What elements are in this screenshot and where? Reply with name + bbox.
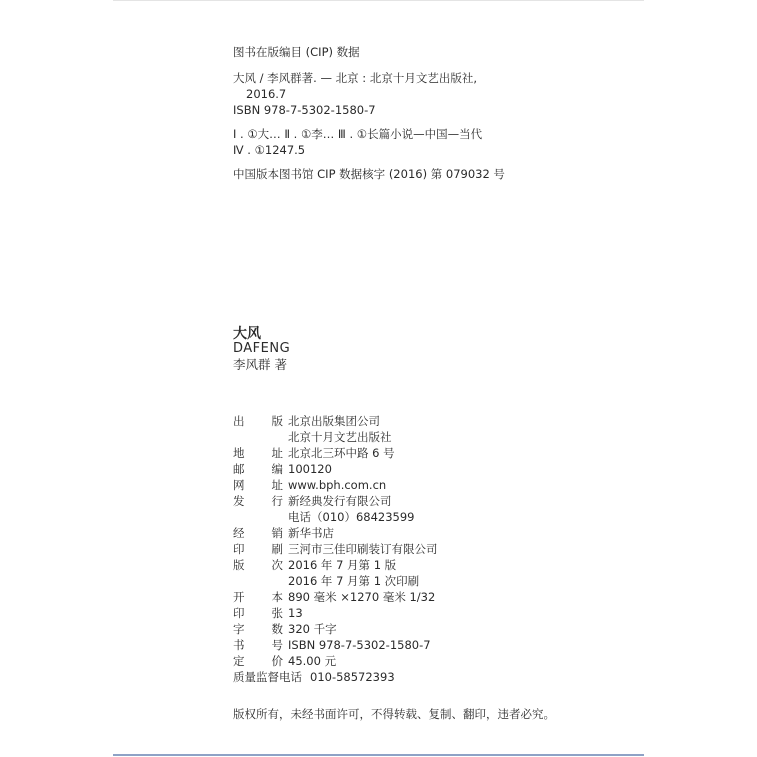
pub-value: 13 [288,606,303,620]
book-title-pinyin: DAFENG [233,341,291,356]
pub-row [233,493,533,509]
pub-value: 45.00 元 [288,654,337,668]
pub-label: 出 版 [233,414,283,428]
cip-line-classification: Ⅰ . ①大… Ⅱ . ①李… Ⅲ . ①长篇小说—中国—当代 [233,127,483,141]
pub-value: 三河市三佳印刷装订有限公司 [288,542,438,556]
pub-row [233,445,533,461]
pub-label: 网 址 [233,478,283,492]
pub-label: 开 本 [233,590,283,604]
pub-value: 电话（010）68423599 [288,510,415,524]
quality-hotline-row [233,669,533,685]
pub-value: 890 毫米 ×1270 毫米 1/32 [288,590,436,604]
pub-row [233,429,533,445]
pub-row [233,509,533,525]
pub-row [233,461,533,477]
pub-value: 2016 年 7 月第 1 次印刷 [288,574,420,588]
pub-label: 书 号 [233,638,283,652]
pub-label: 地 址 [233,446,283,460]
pub-row [233,621,533,637]
pub-label: 版 次 [233,558,283,572]
pub-row [233,605,533,621]
pub-row [233,477,533,493]
bottom-divider [113,754,644,756]
pub-row [233,573,533,589]
pub-value: 北京出版集团公司 [288,414,380,428]
pub-label: 印 张 [233,606,283,620]
pub-row [233,589,533,605]
cip-line-record: 中国版本图书馆 CIP 数据核字 (2016) 第 079032 号 [233,167,505,181]
quality-hotline-value: 010-58572393 [310,670,395,684]
cip-header: 图书在版编目 (CIP) 数据 [233,45,360,59]
book-title: 大风 [233,326,261,342]
pub-label: 邮 编 [233,462,283,476]
pub-value: 2016 年 7 月第 1 版 [288,558,397,572]
pub-label: 定 价 [233,654,283,668]
pub-label: 发 行 [233,494,283,508]
pub-row [233,413,533,429]
cip-line-2: 2016.7 [246,87,287,101]
book-author: 李风群 著 [233,357,287,372]
cip-line-1: 大风 / 李风群著. — 北京 : 北京十月文艺出版社, [233,71,477,85]
cip-line-isbn: ISBN 978-7-5302-1580-7 [233,103,376,117]
publication-details [233,413,533,685]
pub-value: 新华书店 [288,526,334,540]
pub-value: www.bph.com.cn [288,478,387,492]
pub-row [233,653,533,669]
pub-value: 320 千字 [288,622,337,636]
pub-value: 100120 [288,462,332,476]
pub-value: 新经典发行有限公司 [288,494,392,508]
pub-label: 经 销 [233,526,283,540]
cip-line-class-number: Ⅳ . ①1247.5 [233,143,306,157]
pub-row [233,541,533,557]
copyright-notice: 版权所有，未经书面许可，不得转载、复制、翻印，违者必究。 [233,707,555,721]
pub-row [233,557,533,573]
quality-hotline-label: 质量监督电话 [233,670,302,684]
pub-value: 北京北三环中路 6 号 [288,446,395,460]
pub-row [233,525,533,541]
pub-value: 北京十月文艺出版社 [288,430,392,444]
pub-row [233,637,533,653]
pub-label: 字 数 [233,622,283,636]
pub-value: ISBN 978-7-5302-1580-7 [288,638,431,652]
pub-label: 印 刷 [233,542,283,556]
top-divider [113,0,644,1]
